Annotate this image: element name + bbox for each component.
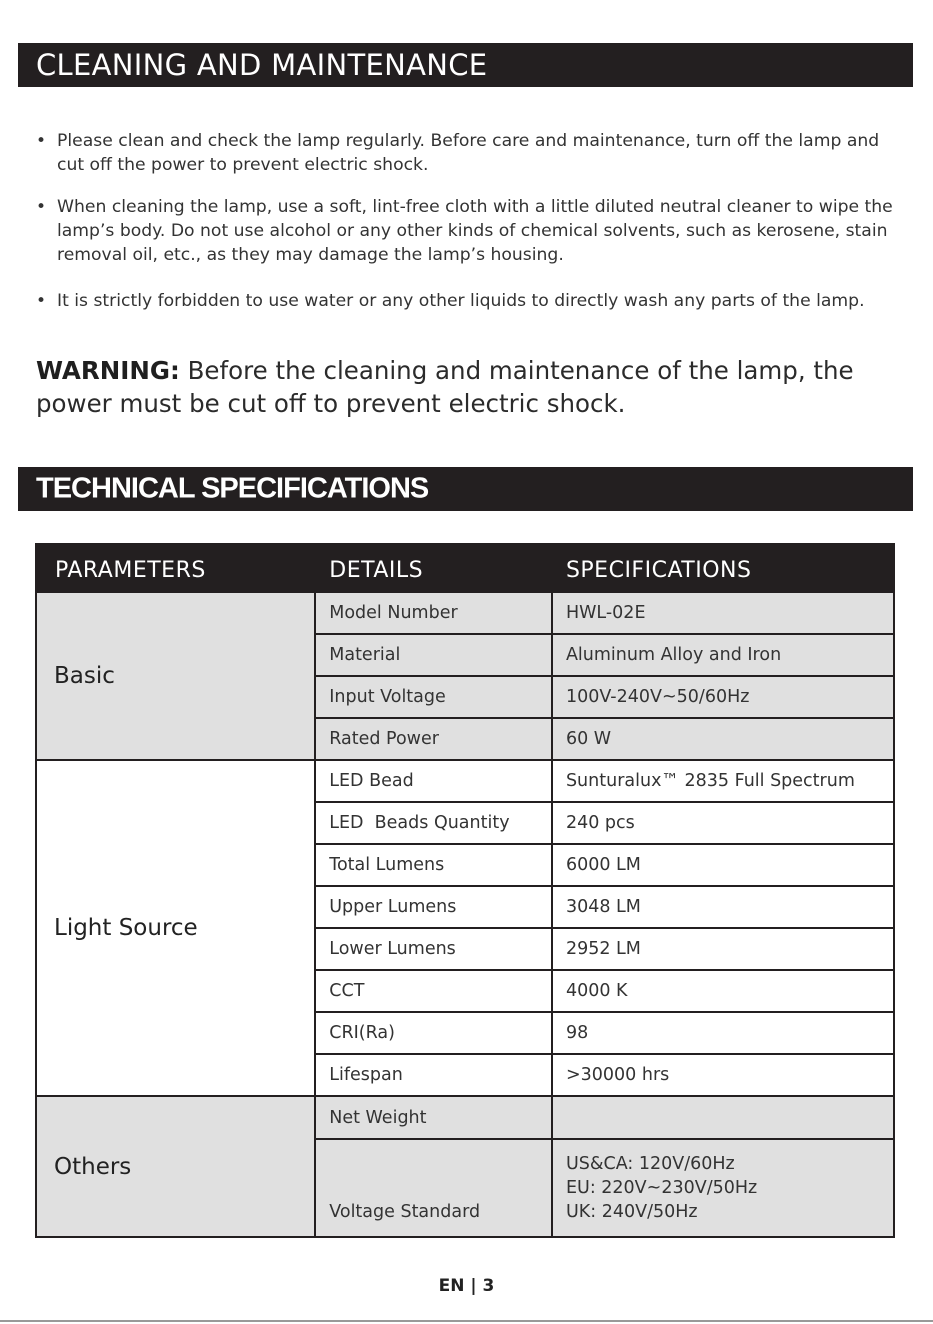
spec-cell: 60 W <box>552 718 894 760</box>
detail-cell: LED Bead <box>315 760 552 802</box>
detail-cell: Lifespan <box>315 1054 552 1096</box>
page-number: EN | 3 <box>438 1276 495 1296</box>
table-row <box>36 592 894 634</box>
detail-cell: Lower Lumens <box>315 928 552 970</box>
detail-cell: LED Beads Quantity <box>315 802 552 844</box>
spec-line: US&CA: 120V/60Hz <box>565 1154 735 1174</box>
detail-cell: Model Number <box>315 592 552 634</box>
list-item: • When cleaning the lamp, use a soft, lint-free cloth with a little diluted neutral cleaner to wipe the lamp’s body. Do not use alcohol or any other kinds of chemical solvents, such as kerosene, stain removal oil, etc., as they may damage the lamp’s housing. <box>36 195 906 267</box>
cleaning-section-title: CLEANING AND MAINTENANCE <box>36 48 488 82</box>
footer-divider <box>0 1320 933 1322</box>
column-header: SPECIFICATIONS <box>552 544 894 592</box>
spec-cell: 2952 LM <box>552 928 894 970</box>
specs-section-header <box>18 467 913 511</box>
table-row <box>36 1096 894 1139</box>
detail-cell: Material <box>315 634 552 676</box>
spec-cell: Sunturalux™ 2835 Full Spectrum <box>552 760 894 802</box>
spec-line: UK: 240V/50Hz <box>565 1202 698 1222</box>
spec-cell: 100V-240V~50/60Hz <box>552 676 894 718</box>
detail-cell: Rated Power <box>315 718 552 760</box>
list-item: • It is strictly forbidden to use water or any other liquids to directly wash any parts of the lamp. <box>36 289 906 313</box>
spec-line: EU: 220V~230V/50Hz <box>565 1178 758 1198</box>
detail-cell: Upper Lumens <box>315 886 552 928</box>
detail-cell: Total Lumens <box>315 844 552 886</box>
column-header: DETAILS <box>315 544 552 592</box>
spec-cell: Aluminum Alloy and Iron <box>552 634 894 676</box>
parameter-group-basic: Basic <box>36 592 315 760</box>
cleaning-section-header <box>18 43 913 87</box>
specifications-table <box>35 543 895 1238</box>
spec-cell: 98 <box>552 1012 894 1054</box>
column-header: PARAMETERS <box>36 544 315 592</box>
table-row <box>36 760 894 802</box>
spec-cell: 4000 K <box>552 970 894 1012</box>
list-item: • Please clean and check the lamp regularly. Before care and maintenance, turn off the lamp and cut off the power to prevent electric shock. <box>36 129 906 177</box>
detail-cell: CCT <box>315 970 552 1012</box>
spec-cell: 240 pcs <box>552 802 894 844</box>
table-header-row <box>36 544 894 592</box>
warning-text: Before the cleaning and maintenance of the lamp, the power must be cut off to prevent electric shock. <box>36 356 854 418</box>
spec-cell: 3048 LM <box>552 886 894 928</box>
parameter-group-light-source: Light Source <box>36 760 315 1096</box>
spec-cell: HWL-02E <box>552 592 894 634</box>
spec-cell: 6000 LM <box>552 844 894 886</box>
detail-cell: Net Weight <box>315 1096 552 1139</box>
parameter-group-others: Others <box>36 1096 315 1237</box>
spec-cell <box>552 1139 894 1237</box>
cleaning-bullet-list <box>36 129 906 313</box>
spec-cell: >30000 hrs <box>552 1054 894 1096</box>
specs-section-title: TECHNICAL SPECIFICATIONS <box>36 472 429 505</box>
detail-cell: Input Voltage <box>315 676 552 718</box>
detail-cell: CRI(Ra) <box>315 1012 552 1054</box>
spec-cell <box>552 1096 894 1139</box>
detail-cell: Voltage Standard <box>315 1139 552 1237</box>
warning-notice <box>36 354 906 420</box>
warning-label: WARNING: <box>36 356 180 385</box>
